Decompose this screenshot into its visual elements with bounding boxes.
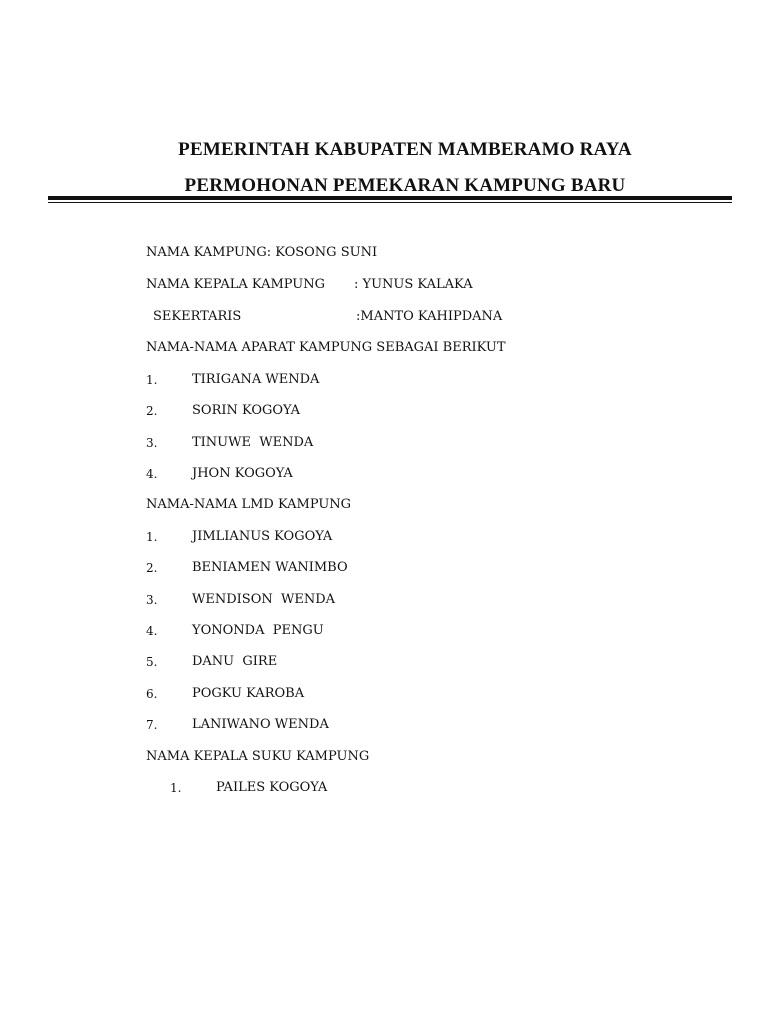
list-name: BENIAMEN WANIMBO <box>192 560 348 575</box>
list-name: TIRIGANA WENDA <box>192 372 320 387</box>
list-number: 4. <box>146 624 158 638</box>
list-number: 2. <box>146 561 158 575</box>
list-name: TINUWE WENDA <box>192 435 314 450</box>
list-number: 3. <box>146 593 158 607</box>
document-title: PEMERINTAH KABUPATEN MAMBERAMO RAYA <box>178 139 632 160</box>
list-number: 6. <box>146 687 158 701</box>
lmd-heading: NAMA-NAMA LMD KAMPUNG <box>146 497 352 512</box>
list-name: YONONDA PENGU <box>192 623 324 638</box>
list-name: PAILES KOGOYA <box>216 780 328 795</box>
list-number: 1. <box>170 781 182 795</box>
list-number: 1. <box>146 373 158 387</box>
kepala-kampung-value: : YUNUS KALAKA <box>354 277 473 292</box>
suku-heading: NAMA KEPALA SUKU KAMPUNG <box>146 749 370 764</box>
list-number: 2. <box>146 404 158 418</box>
list-name: DANU GIRE <box>192 654 278 669</box>
list-name: SORIN KOGOYA <box>192 403 301 418</box>
list-number: 4. <box>146 467 158 481</box>
list-number: 1. <box>146 530 158 544</box>
aparat-heading: NAMA-NAMA APARAT KAMPUNG SEBAGAI BERIKUT <box>146 340 506 355</box>
list-name: POGKU KAROBA <box>192 686 305 701</box>
list-name: WENDISON WENDA <box>192 592 336 607</box>
list-number: 5. <box>146 655 158 669</box>
nama-kampung-line: NAMA KAMPUNG: KOSONG SUNI <box>146 245 378 260</box>
list-number: 3. <box>146 436 158 450</box>
list-name: LANIWANO WENDA <box>192 717 329 732</box>
header-rule-thick <box>48 196 732 200</box>
sekertaris-label: SEKERTARIS <box>153 309 242 324</box>
header-rule-thin <box>48 202 732 203</box>
list-name: JHON KOGOYA <box>192 466 293 481</box>
kepala-kampung-label: NAMA KEPALA KAMPUNG <box>146 277 326 292</box>
document-subtitle: PERMOHONAN PEMEKARAN KAMPUNG BARU <box>184 175 626 196</box>
list-name: JIMLIANUS KOGOYA <box>192 529 333 544</box>
list-number: 7. <box>146 718 158 732</box>
sekertaris-value: :MANTO KAHIPDANA <box>356 309 503 324</box>
